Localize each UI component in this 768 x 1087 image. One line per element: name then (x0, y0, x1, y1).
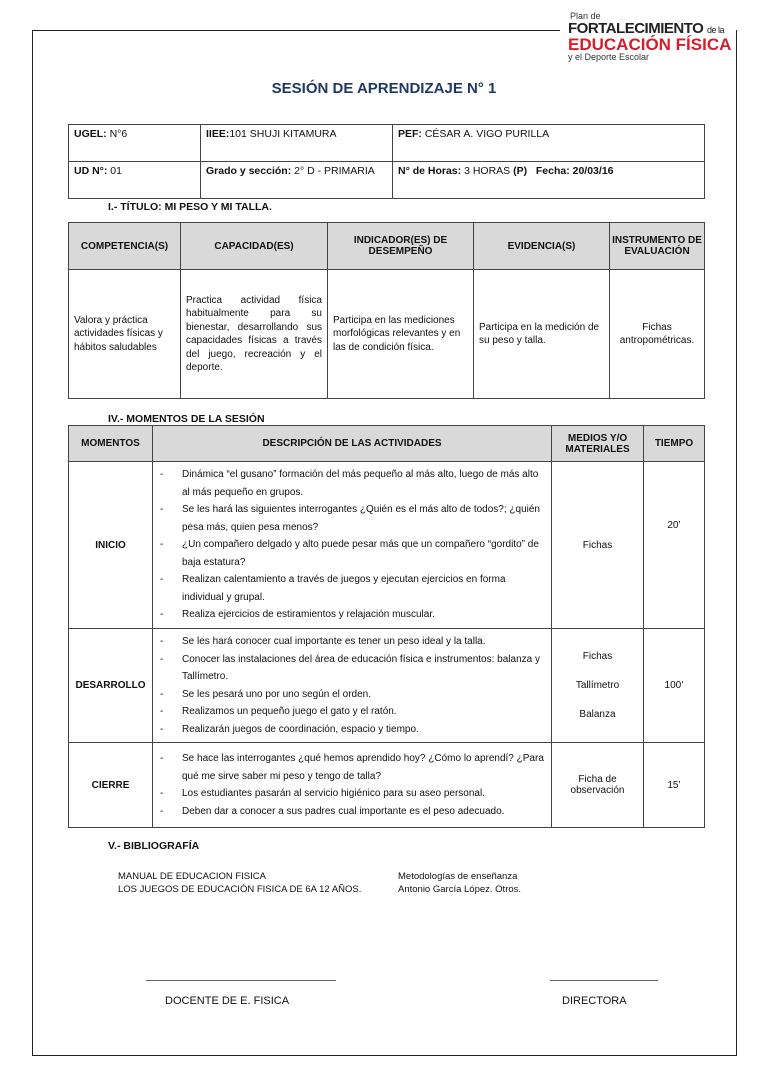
material: Balanza (579, 709, 616, 720)
section-title: IV.- MOMENTOS DE LA SESIÓN (108, 413, 265, 425)
momento-name: CIERRE (91, 779, 130, 791)
materiales-cell: Ficha de observación (552, 743, 644, 828)
list-item: - Se les hará conocer cual importante es tener un peso ideal y la talla. (182, 633, 546, 651)
bibliografia-right (398, 870, 521, 896)
list-item: - Dinámica “el gusano” formación del más pequeño al más alto, luego de más alto al más pequeño en grupos. (182, 466, 546, 501)
ugel-cell: UGEL: N°6 (69, 125, 201, 162)
list-item: - Realizarán juegos de coordinación, espacio y tiempo. (182, 721, 546, 739)
list-item: - Los estudiantes pasarán al servicio higiénico para su aseo personal. (182, 785, 546, 803)
competencias-table (68, 222, 705, 399)
col-header: MEDIOS Y/O MATERIALES (552, 426, 644, 462)
table-row (69, 743, 705, 828)
col-header: DESCRIPCIÓN DE LAS ACTIVIDADES (153, 426, 552, 462)
competencia-cell: Valora y práctica actividades físicas y hábitos saludables (69, 270, 181, 399)
grado-cell: Grado y sección: 2° D - PRIMARIA (201, 162, 393, 199)
list-item: - Se les pesará uno por uno según el orden. (182, 686, 546, 704)
info-table (68, 124, 705, 199)
logo-text: Plan de (570, 11, 601, 21)
col-header: INSTRUMENTO DE EVALUACIÓN (610, 223, 705, 270)
tiempo-cell: 20’ (644, 462, 705, 629)
bibliografia-left (118, 870, 361, 896)
page-title: SESIÓN DE APRENDIZAJE N° 1 (271, 80, 497, 97)
list-item: - Se les hará las siguientes interrogantes ¿Quién es el más alto de todos?; ¿quién pesa más, quien pesa menos? (182, 501, 546, 536)
logo-text: FORTALECIMIENTO de la (568, 20, 724, 37)
list-item: - Realizan calentamiento a través de juegos y ejecutan ejercicios en forma individual y grupal. (182, 571, 546, 606)
indicador-cell: Participa en las mediciones morfológicas relevantes y en las de condición física. (328, 270, 474, 399)
evidencia-cell: Participa en la medición de su peso y talla. (474, 270, 610, 399)
tiempo-cell: 15’ (644, 743, 705, 828)
col-header: COMPETENCIA(S) (69, 223, 181, 270)
list-item: - ¿Un compañero delgado y alto puede pesar más que un compañero “gordito” de baja estatura? (182, 536, 546, 571)
iiee-cell: IIEE:101 SHUJI KITAMURA (201, 125, 393, 162)
section-title: V.- BIBLIOGRAFÍA (108, 840, 200, 852)
pef-cell: PEF: CÉSAR A. VIGO PURILLA (393, 125, 705, 162)
col-header: MOMENTOS (69, 426, 153, 462)
bib-item: Metodologías de enseñanza (398, 871, 518, 882)
directora-signature-label: DIRECTORA (562, 995, 627, 1007)
ud-cell: UD N°: 01 (69, 162, 201, 199)
list-item: - Se hace las interrogantes ¿qué hemos aprendido hoy? ¿Cómo lo aprendí? ¿Para qué me sirve saber mi peso y tengo de talla? (182, 750, 546, 785)
list-item: - Deben dar a conocer a sus padres cual importante es el peso adecuado. (182, 803, 546, 821)
table-row (69, 462, 705, 629)
logo (560, 12, 736, 82)
material: Fichas (582, 651, 613, 662)
bib-item: Antonio García López. Otros. (398, 884, 522, 895)
materiales-cell: Fichas (552, 462, 644, 629)
bib-item: MANUAL DE EDUCACION FISICA (118, 871, 266, 882)
momento-name: DESARROLLO (75, 680, 146, 691)
logo-text: y el Deporte Escolar (568, 52, 650, 62)
tiempo-cell: 100’ (644, 629, 705, 743)
logo-text: EDUCACIÓN FÍSICA (568, 35, 732, 54)
momentos-table (68, 425, 705, 828)
list-item: - Realiza ejercicios de estiramientos y relajación muscular. (182, 606, 546, 624)
col-header: TIEMPO (644, 426, 705, 462)
col-header: EVIDENCIA(S) (474, 223, 610, 270)
col-header: CAPACIDAD(ES) (181, 223, 328, 270)
horas-cell: N° de Horas: 3 HORAS (P) Fecha: 20/03/16 (393, 162, 705, 199)
material: Tallímetro (575, 680, 620, 691)
table-row (69, 629, 705, 743)
signature-line (146, 980, 336, 981)
signature-line (550, 980, 658, 981)
capacidad-cell: Practica actividad física habitualmente para su bienestar, desarrollando sus capacidades físicas a través del juego, recreación y el deporte. (181, 270, 328, 399)
bib-item: LOS JUEGOS DE EDUCACIÓN FISICA DE 6A 12 AÑOS. (118, 884, 362, 895)
list-item: - Conocer las instalaciones del área de educación física e instrumentos: balanza y Tallímetro. (182, 651, 546, 686)
docente-signature-label: DOCENTE DE E. FISICA (165, 995, 290, 1007)
momento-name: INICIO (95, 539, 126, 551)
instrumento-cell: Fichas antropométricas. (610, 270, 705, 399)
section-title: I.- TÍTULO: MI PESO Y MI TALLA. (108, 201, 272, 213)
col-header: INDICADOR(ES) DE DESEMPEÑO (328, 223, 474, 270)
list-item: - Realizamos un pequeño juego el gato y el ratón. (182, 703, 546, 721)
